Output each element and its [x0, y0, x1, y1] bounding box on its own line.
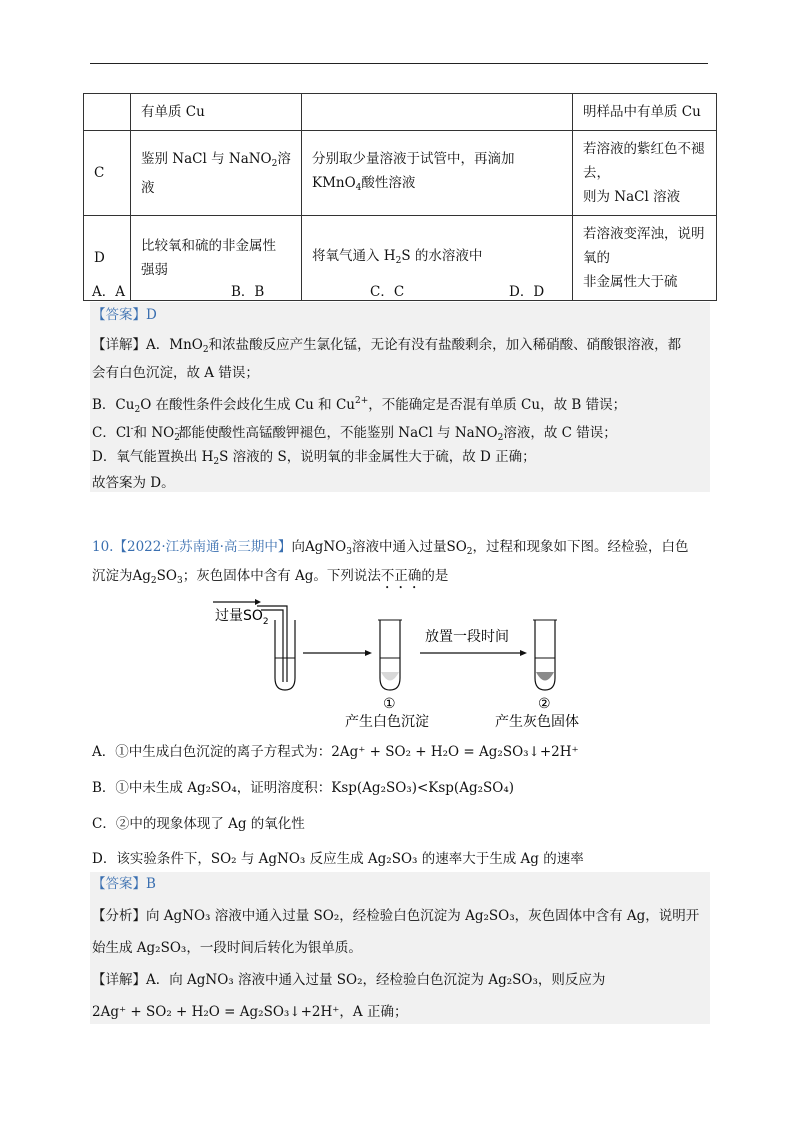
- option-d: D．D: [509, 284, 545, 300]
- option-d: D．该实验条件下，SO₂ 与 AgNO₃ 反应生成 Ag₂SO₃ 的速率大于生成 Ag 的速率: [92, 851, 584, 867]
- question-number: 10.: [92, 539, 114, 555]
- detail-line: C．Cl-和 $NO_2^-$都能使酸性高锰酸钾褪色，不能鉴别 NaCl 与 NaNO$_2$溶液，故 C 错误；: [92, 424, 617, 443]
- test-tube-start: [275, 620, 295, 690]
- cell-text: 则为 NaCl 溶液: [583, 189, 681, 205]
- equation: Ksp(Ag₂SO₃)<Ksp(Ag₂SO₄): [331, 780, 515, 796]
- cell-text: 若溶液变浑浊，说明氧的: [583, 226, 705, 266]
- cell-text: KMnO: [312, 174, 356, 191]
- table-cell: [131, 216, 302, 301]
- detail-text: C．Cl: [92, 425, 131, 441]
- cell-text: S 的水溶液中: [401, 247, 483, 264]
- option-text: A．①中生成白色沉淀的离子方程式为：: [92, 744, 332, 760]
- emphasis-text: 不正确: [380, 568, 422, 584]
- analysis-text: 向 AgNO₃ 溶液中通入过量 SO₂，经检验白色沉淀为 Ag₂SO₃，灰色固体中含有 Ag，说明开: [146, 908, 700, 924]
- stem-text: 向: [291, 539, 305, 555]
- row-label: [84, 131, 131, 216]
- detail-label: 【详解】A．: [92, 337, 170, 353]
- detail-text: S 溶液的 S，说明氧的非金属性大于硫，故 D 正确；: [219, 449, 536, 465]
- process-arrow-head: [365, 650, 372, 656]
- row-label-text: C: [94, 165, 105, 181]
- table-row: [84, 94, 717, 131]
- grey-solid: [536, 672, 554, 681]
- cell-text: 液: [141, 179, 155, 196]
- option-a: [92, 742, 579, 762]
- option-c: C．C: [370, 284, 405, 300]
- cell-text: 将氧气通入: [312, 247, 380, 264]
- cell-text: 溶: [277, 150, 291, 167]
- stem-text: ；灰色固体中含有 Ag。下列说法: [182, 568, 381, 584]
- cell-text: 鉴别 NaCl 与 NaNO: [141, 150, 272, 167]
- table-cell: [573, 131, 717, 216]
- experiment-table: [83, 93, 717, 301]
- detail-text: 和 NO: [133, 425, 175, 441]
- detail-text: D．氧气能置换出 H: [92, 449, 214, 465]
- gas-arrow-head: [255, 599, 261, 605]
- step-label: 放置一段时间: [425, 629, 509, 645]
- option-b: [92, 778, 514, 798]
- experiment-diagram: [195, 596, 595, 736]
- q10-stem-line1: 10.【2022·江苏南通·高三期中】向AgNO$_3$溶液中通入过量$SO_2$，过程和现象如下图。经检验，白色: [92, 539, 689, 557]
- table-cell: 鉴别 NaCl 与 NaNO$_2$溶 液: [131, 131, 302, 216]
- detail-line: 2Ag⁺ + SO₂ + H₂O = Ag₂SO₃↓+2H⁺，A 正确；: [92, 1004, 408, 1020]
- cell-text: 非金属性大于硫: [583, 274, 678, 290]
- cell-text: 强弱: [141, 262, 168, 278]
- option-a: A．A: [92, 284, 125, 300]
- tube1-caption: 产生白色沉淀: [345, 714, 429, 730]
- detail-line: 故答案为 D。: [92, 475, 175, 491]
- detail-text: ，不能确定是否混有单质 Cu，故 B 错误；: [368, 397, 627, 413]
- detail-text: 溶液，故 C 错误；: [503, 425, 617, 441]
- table-cell: 分别取少量溶液于试管中，再滴加 KMnO$_4$酸性溶液: [302, 131, 573, 216]
- stem-text: 沉淀为: [92, 568, 133, 584]
- row-label-text: D: [94, 250, 105, 266]
- wait-arrow-head: [520, 650, 527, 656]
- detail-text: O 在酸性条件会歧化生成 Cu 和 Cu: [140, 397, 355, 413]
- gas-label: 过量$SO_2$: [215, 608, 269, 627]
- cell-text: 分别取少量溶液于试管中，再滴加: [312, 150, 515, 167]
- detail-line: 会有白色沉淀，故 A 错误；: [92, 365, 259, 381]
- tube1-number: ①: [383, 696, 396, 712]
- table-cell: [131, 94, 302, 131]
- cell-text: 明样品中有单质 Cu: [583, 104, 701, 120]
- detail-line: D．氧气能置换出 $H_2S$ 溶液的 S，说明氧的非金属性大于硫，故 D 正确；: [92, 449, 536, 467]
- detail-text: B．Cu: [92, 397, 135, 413]
- detail-line: [92, 970, 605, 990]
- q10-stem-line2: 沉淀为$Ag_2SO_3$；灰色固体中含有 Ag。下列说法不正确的是: [92, 568, 449, 586]
- white-precipitate: [381, 672, 399, 681]
- cell-text: 有单质 Cu: [141, 104, 205, 120]
- detail-line: 【详解】A．MnO$_2$和浓盐酸反应产生氯化锰，无论有没有盐酸剩余，加入稀硝酸、硝酸银溶液，都: [92, 337, 682, 355]
- table-cell: [302, 94, 573, 131]
- detail-text: 和浓盐酸反应产生氯化锰，无论有没有盐酸剩余，加入稀硝酸、硝酸银溶液，都: [208, 337, 682, 353]
- detail-text: 都能使酸性高锰酸钾褪色，不能鉴别 NaCl 与 NaNO: [177, 425, 498, 441]
- tube2-caption: 产生灰色固体: [495, 714, 579, 730]
- stem-text: 的是: [421, 568, 449, 584]
- answer-tag: 【答案】D: [92, 307, 157, 323]
- tube2-number: ②: [538, 696, 551, 712]
- analysis-line: 始生成 Ag₂SO₃，一段时间后转化为银单质。: [92, 940, 362, 956]
- table-cell: [573, 216, 717, 301]
- analysis-line: [92, 906, 699, 926]
- question-source: 【2022·江苏南通·高三期中】: [113, 539, 292, 555]
- table-cell: [84, 94, 131, 131]
- option-b: B．B: [231, 284, 265, 300]
- stem-text: 溶液中通入过量: [351, 539, 447, 555]
- detail-line: B．$Cu_2O$ 在酸性条件会歧化生成 Cu 和 $Cu^{2+}$，不能确定是否混有单质 Cu，故 B 错误；: [92, 396, 627, 415]
- table-cell: 将氧气通入 $H_2S$ 的水溶液中: [302, 216, 573, 301]
- option-c: C．②中的现象体现了 Ag 的氧化性: [92, 816, 305, 832]
- formula: MnO: [169, 337, 203, 353]
- option-text: B．①中未生成 Ag₂SO₄，证明溶度积：: [92, 780, 332, 796]
- equation: 2Ag⁺ + SO₂ + H₂O = Ag₂SO₃↓+2H⁺: [331, 744, 579, 760]
- table-row: [84, 131, 717, 216]
- cell-text: 酸性溶液: [361, 174, 416, 191]
- header-rule: [90, 63, 708, 64]
- table-cell: [573, 94, 717, 131]
- detail-text: A．向 AgNO₃ 溶液中通入过量 SO₂，经检验白色沉淀为 Ag₂SO₃，则反应为: [146, 972, 606, 988]
- detail-label: 【详解】: [92, 972, 146, 988]
- answer-tag: 【答案】B: [92, 876, 156, 892]
- cell-text: 比较氧和硫的非金属性: [141, 238, 276, 254]
- cell-text: 若溶液的紫红色不褪去，: [583, 141, 705, 181]
- analysis-label: 【分析】: [92, 908, 146, 924]
- stem-text: ，过程和现象如下图。经检验，白色: [472, 539, 689, 555]
